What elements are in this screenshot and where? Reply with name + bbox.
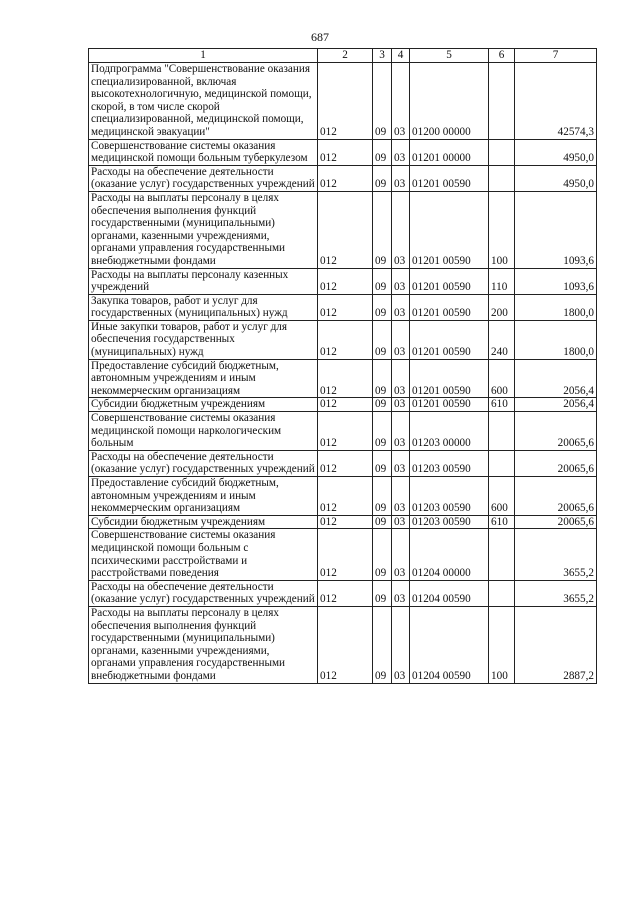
budget-table [88, 48, 597, 684]
page-number: 687 [311, 30, 329, 44]
amount: 20065,6 [515, 412, 597, 451]
expense-type-code: 600 [489, 477, 515, 516]
expense-type-code [489, 412, 515, 451]
target-article-code: 01204 00000 [410, 529, 489, 580]
subsection-code: 03 [392, 580, 410, 606]
row-name: Субсидии бюджетным учреждениям [89, 398, 318, 412]
expense-type-code [489, 580, 515, 606]
expense-type-code: 100 [489, 606, 515, 683]
section-code: 09 [373, 515, 392, 529]
amount: 2056,4 [515, 359, 597, 398]
section-code: 09 [373, 398, 392, 412]
table-row [89, 191, 597, 268]
row-name: Совершенствование системы оказания медицинской помощи больным с психическими расстройствами и расстройствами поведения [89, 529, 318, 580]
target-article-code: 01203 00590 [410, 515, 489, 529]
row-name: Расходы на выплаты персоналу в целях обеспечения выполнения функций государственными (муниципальными) органами, казенными учреждениями, органами управления государственными внебюджетными фондами [89, 606, 318, 683]
table-row [89, 320, 597, 359]
row-name: Расходы на обеспечение деятельности (оказание услуг) государственных учреждений [89, 580, 318, 606]
ministry-code: 012 [318, 412, 373, 451]
table-row [89, 268, 597, 294]
section-code: 09 [373, 529, 392, 580]
subsection-code: 03 [392, 165, 410, 191]
subsection-code: 03 [392, 359, 410, 398]
row-name: Предоставление субсидий бюджетным, автономным учреждениям и иным некоммерческим организациям [89, 477, 318, 516]
row-name: Совершенствование системы оказания медицинской помощи наркологическим больным [89, 412, 318, 451]
subsection-code: 03 [392, 412, 410, 451]
table-row [89, 139, 597, 165]
table-row [89, 606, 597, 683]
column-header: 2 [318, 49, 373, 63]
section-code: 09 [373, 606, 392, 683]
ministry-code: 012 [318, 268, 373, 294]
table-body [89, 63, 597, 684]
amount: 20065,6 [515, 450, 597, 476]
section-code: 09 [373, 477, 392, 516]
section-code: 09 [373, 139, 392, 165]
amount: 1093,6 [515, 268, 597, 294]
ministry-code: 012 [318, 580, 373, 606]
row-name: Иные закупки товаров, работ и услуг для обеспечения государственных (муниципальных) нужд [89, 320, 318, 359]
section-code: 09 [373, 580, 392, 606]
subsection-code: 03 [392, 529, 410, 580]
amount: 4950,0 [515, 139, 597, 165]
amount: 1093,6 [515, 191, 597, 268]
expense-type-code: 200 [489, 294, 515, 320]
table-row [89, 165, 597, 191]
amount: 4950,0 [515, 165, 597, 191]
ministry-code: 012 [318, 63, 373, 140]
target-article-code: 01201 00000 [410, 139, 489, 165]
section-code: 09 [373, 450, 392, 476]
subsection-code: 03 [392, 63, 410, 140]
amount: 1800,0 [515, 320, 597, 359]
section-code: 09 [373, 165, 392, 191]
subsection-code: 03 [392, 606, 410, 683]
section-code: 09 [373, 268, 392, 294]
subsection-code: 03 [392, 398, 410, 412]
amount: 3655,2 [515, 529, 597, 580]
table-row [89, 515, 597, 529]
amount: 1800,0 [515, 294, 597, 320]
amount: 3655,2 [515, 580, 597, 606]
subsection-code: 03 [392, 450, 410, 476]
row-name: Предоставление субсидий бюджетным, автономным учреждениям и иным некоммерческим организациям [89, 359, 318, 398]
target-article-code: 01201 00590 [410, 294, 489, 320]
table-row [89, 580, 597, 606]
target-article-code: 01201 00590 [410, 268, 489, 294]
ministry-code: 012 [318, 359, 373, 398]
section-code: 09 [373, 191, 392, 268]
ministry-code: 012 [318, 515, 373, 529]
target-article-code: 01204 00590 [410, 580, 489, 606]
row-name: Субсидии бюджетным учреждениям [89, 515, 318, 529]
row-name: Закупка товаров, работ и услуг для государственных (муниципальных) нужд [89, 294, 318, 320]
expense-type-code: 600 [489, 359, 515, 398]
amount: 20065,6 [515, 515, 597, 529]
column-header: 7 [515, 49, 597, 63]
expense-type-code: 610 [489, 515, 515, 529]
ministry-code: 012 [318, 139, 373, 165]
section-code: 09 [373, 320, 392, 359]
expense-type-code [489, 139, 515, 165]
amount: 2887,2 [515, 606, 597, 683]
table-row [89, 412, 597, 451]
ministry-code: 012 [318, 191, 373, 268]
target-article-code: 01204 00590 [410, 606, 489, 683]
row-name: Подпрограмма "Совершенствование оказания специализированной, включая высокотехнологичную, медицинской помощи, скорой, в том числе скорой специализированной, медицинской помощи, медицинской эвакуации" [89, 63, 318, 140]
expense-type-code [489, 63, 515, 140]
row-name: Расходы на выплаты персоналу в целях обеспечения выполнения функций государственными (муниципальными) органами, казенными учреждениями, органами управления государственными внебюджетными фондами [89, 191, 318, 268]
subsection-code: 03 [392, 139, 410, 165]
target-article-code: 01203 00590 [410, 477, 489, 516]
row-name: Совершенствование системы оказания медицинской помощи больным туберкулезом [89, 139, 318, 165]
section-code: 09 [373, 63, 392, 140]
target-article-code: 01201 00590 [410, 165, 489, 191]
table-row [89, 63, 597, 140]
table-row [89, 529, 597, 580]
expense-type-code: 100 [489, 191, 515, 268]
ministry-code: 012 [318, 320, 373, 359]
row-name: Расходы на выплаты персоналу казенных учреждений [89, 268, 318, 294]
column-header: 4 [392, 49, 410, 63]
ministry-code: 012 [318, 450, 373, 476]
target-article-code: 01201 00590 [410, 359, 489, 398]
column-header: 3 [373, 49, 392, 63]
subsection-code: 03 [392, 320, 410, 359]
subsection-code: 03 [392, 477, 410, 516]
row-name: Расходы на обеспечение деятельности (оказание услуг) государственных учреждений [89, 165, 318, 191]
subsection-code: 03 [392, 191, 410, 268]
amount: 42574,3 [515, 63, 597, 140]
table-row [89, 359, 597, 398]
expense-type-code: 110 [489, 268, 515, 294]
ministry-code: 012 [318, 606, 373, 683]
amount: 2056,4 [515, 398, 597, 412]
subsection-code: 03 [392, 294, 410, 320]
expense-type-code: 240 [489, 320, 515, 359]
ministry-code: 012 [318, 294, 373, 320]
expense-type-code [489, 529, 515, 580]
row-name: Расходы на обеспечение деятельности (оказание услуг) государственных учреждений [89, 450, 318, 476]
target-article-code: 01201 00590 [410, 320, 489, 359]
target-article-code: 01203 00000 [410, 412, 489, 451]
target-article-code: 01200 00000 [410, 63, 489, 140]
ministry-code: 012 [318, 165, 373, 191]
column-header: 5 [410, 49, 489, 63]
subsection-code: 03 [392, 268, 410, 294]
column-header: 1 [89, 49, 318, 63]
target-article-code: 01203 00590 [410, 450, 489, 476]
expense-type-code: 610 [489, 398, 515, 412]
header-row [89, 49, 597, 63]
subsection-code: 03 [392, 515, 410, 529]
amount: 20065,6 [515, 477, 597, 516]
ministry-code: 012 [318, 398, 373, 412]
target-article-code: 01201 00590 [410, 398, 489, 412]
section-code: 09 [373, 359, 392, 398]
table-row [89, 398, 597, 412]
expense-type-code [489, 165, 515, 191]
section-code: 09 [373, 412, 392, 451]
table-row [89, 477, 597, 516]
expense-type-code [489, 450, 515, 476]
table-row [89, 294, 597, 320]
column-header: 6 [489, 49, 515, 63]
table-row [89, 450, 597, 476]
target-article-code: 01201 00590 [410, 191, 489, 268]
section-code: 09 [373, 294, 392, 320]
ministry-code: 012 [318, 477, 373, 516]
ministry-code: 012 [318, 529, 373, 580]
